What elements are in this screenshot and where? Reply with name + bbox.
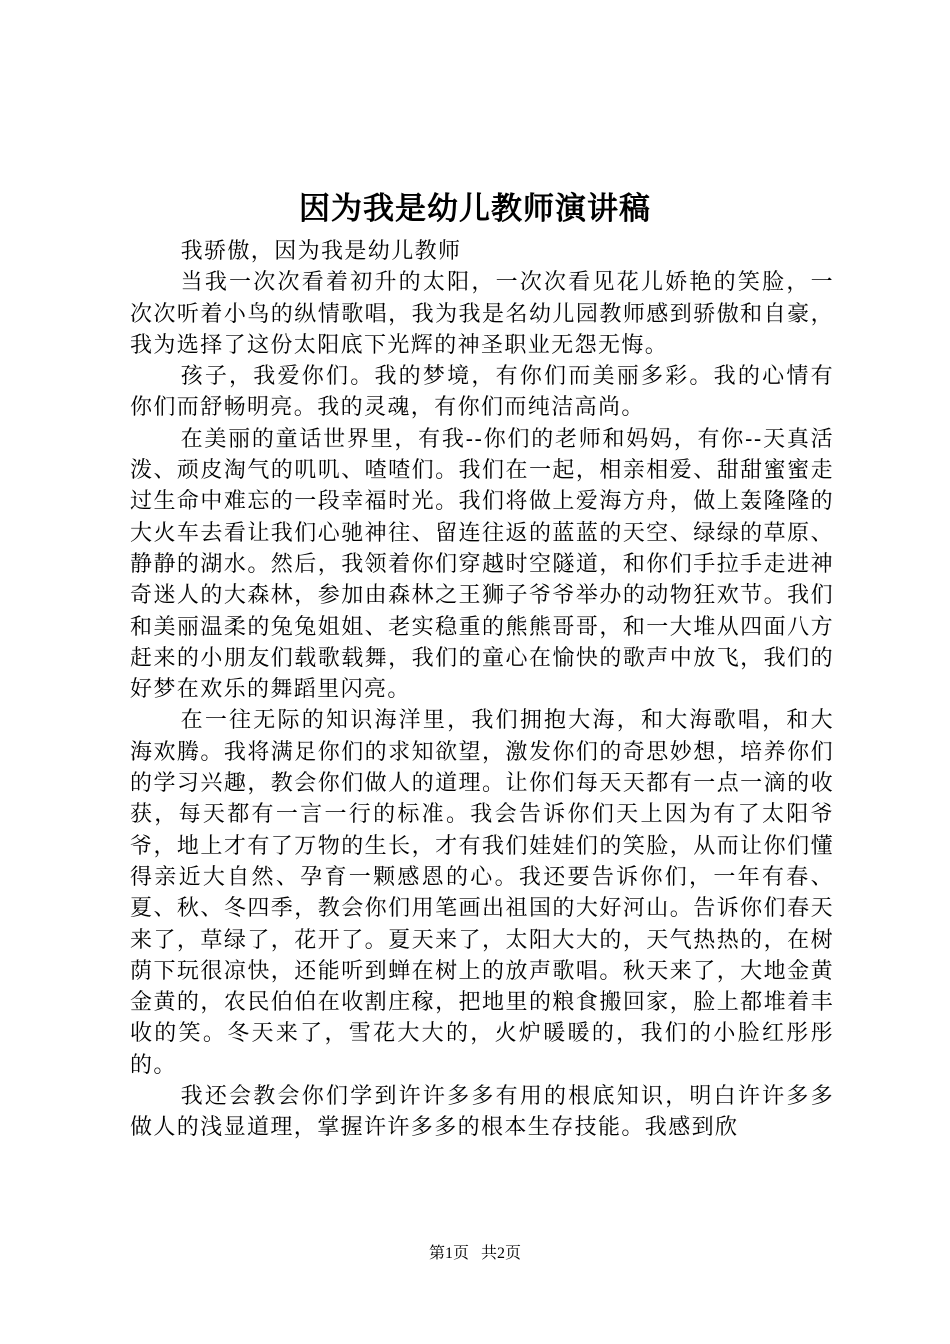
- document-title: 因为我是幼儿教师演讲稿: [299, 191, 651, 227]
- paragraph: 当我一次次看着初升的太阳，一次次看见花儿娇艳的笑脸，一次次听着小鸟的纵情歌唱，我为我是名幼儿园教师感到骄傲和自豪，我为选择了这份太阳底下光辉的神圣职业无怨无悔。: [130, 270, 834, 358]
- paragraph: 在一往无际的知识海洋里，我们拥抱大海，和大海歌唱，和大海欢腾。我将满足你们的求知欲望，激发你们的奇思妙想，培养你们的学习兴趣，教会你们做人的道理。让你们每天天都有一点一滴的收获，每天都有一言一行的标准。我会告诉你们天上因为有了太阳爷爷，地上才有了万物的生长，才有我们娃娃们的笑脸，从而让你们懂得亲近大自然、孕育一颗感恩的心。我还要告诉你们，一年有春、夏、秋、冬四季，教会你们用笔画出祖国的大好河山。告诉你们春天来了，草绿了，花开了。夏天来了，太阳大大的，天气热热的，在树荫下玩很凉快，还能听到蝉在树上的放声歌唱。秋天来了，大地金黄金黄的，农民伯伯在收割庄稼，把地里的粮食搬回家，脸上都堆着丰收的笑。冬天来了，雪花大大的，火炉暖暖的，我们的小脸红彤彤的。: [130, 708, 834, 1078]
- paragraph: 我还会教会你们学到许许多多有用的根底知识，明白许许多多做人的浅显道理，掌握许许多多的根本生存技能。我感到欣: [130, 1084, 834, 1141]
- page-number: 第1页: [428, 1245, 469, 1262]
- page-footer: [0, 1243, 950, 1265]
- document-body: [130, 236, 834, 1144]
- paragraph: 孩子，我爱你们。我的梦境，有你们而美丽多彩。我的心情有你们而舒畅明亮。我的灵魂，有你们而纯洁高尚。: [130, 364, 834, 421]
- paragraph-opening: 我骄傲，因为我是幼儿教师: [180, 239, 462, 264]
- paragraph: 在美丽的童话世界里，有我--你们的老师和妈妈，有你--天真活泼、顽皮淘气的叽叽、喳喳们。我们在一起，相亲相爱、甜甜蜜蜜走过生命中难忘的一段幸福时光。我们将做上爱海方舟，做上轰隆隆的大火车去看让我们心驰神往、留连往返的蓝蓝的天空、绿绿的草原、静静的湖水。然后，我领着你们穿越时空隧道，和你们手拉手走进神奇迷人的大森林，参加由森林之王狮子爷爷举办的动物狂欢节。我们和美丽温柔的兔兔姐姐、老实稳重的熊熊哥哥，和一大堆从四面八方赶来的小朋友们载歌载舞，我们的童心在愉快的歌声中放飞，我们的好梦在欢乐的舞蹈里闪亮。: [130, 426, 834, 703]
- page-total: 共2页: [481, 1245, 522, 1262]
